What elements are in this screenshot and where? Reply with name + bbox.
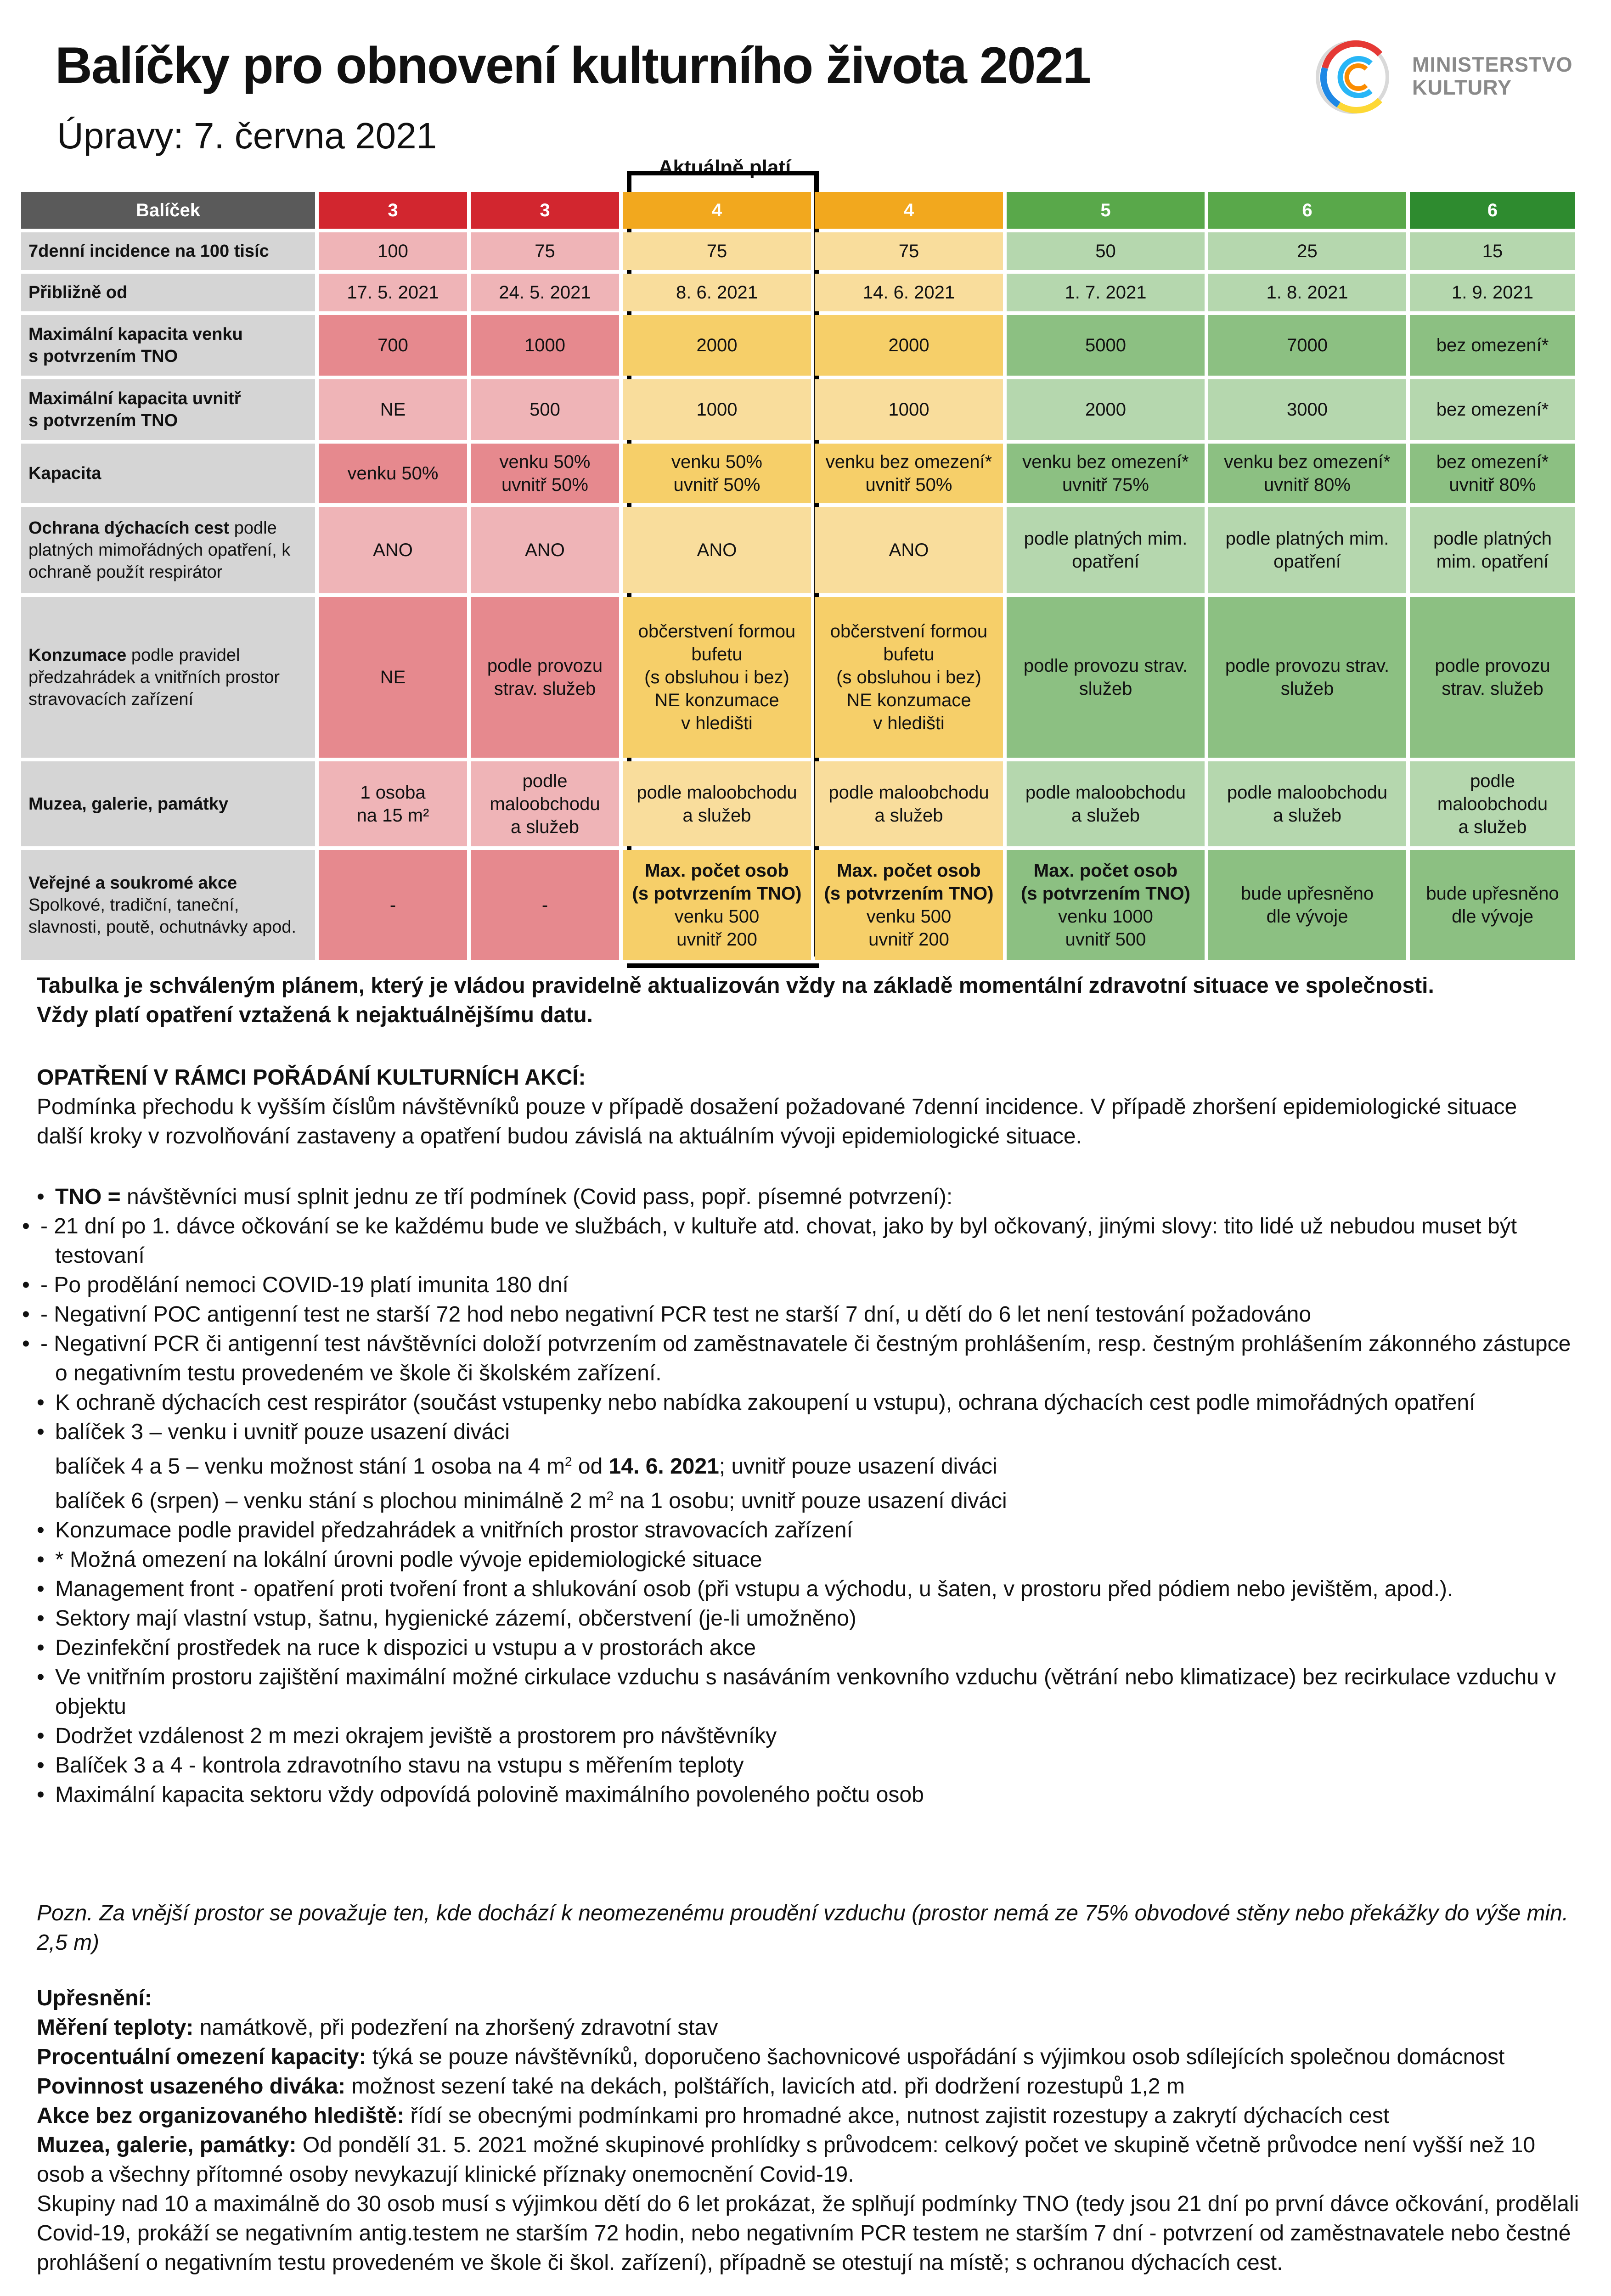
table-cell: podle maloobchodu a služeb xyxy=(1208,761,1406,846)
table-cell: 2000 xyxy=(1007,379,1205,440)
list-item: • Dezinfekční prostředek na ruce k dispozici u vstupu a v prostorách akce xyxy=(37,1633,1589,1663)
clarification-final: Skupiny nad 10 a maximálně do 30 osob musí s výjimkou dětí do 6 let prokázat, že splňují podmínky TNO (tedy jsou 21 dní po první dávce očkování, prodělali Covid-19, prokáží se negativním antig.testem ne starším 72 hodin, nebo negativním PCR testem ne starším 7 dní - potvrzení od zaměstnavatele nebo čestné prohlášení o negativním testu provedeném ve škole či škol. zařízení), případně se otestují na místě; s ochranou dýchacích cest. xyxy=(37,2192,1579,2275)
list-item: • Balíček 3 a 4 - kontrola zdravotního stavu na vstupu s měřením teploty xyxy=(37,1751,1589,1780)
measures-paragraph: další kroky v rozvolňování zastaveny a opatření budou závislá na aktuálním vývoji epidemiologické situace. xyxy=(37,1124,1082,1148)
table-cell: bez omezení* uvnitř 80% xyxy=(1410,444,1575,503)
outdoor-note: Pozn. Za vnější prostor se považuje ten, kde dochází k neomezenému proudění vzduchu (prostor nemá ze 75% obvodové stěny nebo překážky do výše min. 2,5 m) xyxy=(37,1901,1569,1955)
logo-line-2: KULTURY xyxy=(1412,76,1512,99)
table-cell: - xyxy=(471,850,619,960)
table-cell: podle maloobchodu a služeb xyxy=(815,761,1003,846)
table-cell: 14. 6. 2021 xyxy=(815,274,1003,311)
table-row xyxy=(21,507,1575,593)
page-title: Balíčky pro obnovení kulturního života 2021 xyxy=(55,37,1091,94)
list-item: • K ochraně dýchacích cest respirátor (součást vstupenky nebo nabídka zakoupení u vstupu), ochrana dýchacích cest podle mimořádných opatření xyxy=(37,1388,1589,1418)
table-cell: 1000 xyxy=(623,379,811,440)
package-header: 5 xyxy=(1007,192,1205,229)
package-header: 6 xyxy=(1208,192,1406,229)
table-cell: Max. počet osob (s potvrzením TNO) venku 1000 uvnitř 500 xyxy=(1007,850,1205,960)
table-row xyxy=(21,274,1575,311)
table-cell: 1. 7. 2021 xyxy=(1007,274,1205,311)
logo-ring-icon xyxy=(1311,36,1403,118)
table-cell: podle platných mim. opatření xyxy=(1410,507,1575,593)
row-label: Přibližně od xyxy=(21,274,315,311)
table-cell: ANO xyxy=(471,507,619,593)
table-cell: 1000 xyxy=(815,379,1003,440)
table-cell: 75 xyxy=(815,232,1003,270)
table-cell: 5000 xyxy=(1007,315,1205,376)
table-cell: podle platných mim. opatření xyxy=(1208,507,1406,593)
table-cell: 700 xyxy=(319,315,467,376)
table-cell: NE xyxy=(319,597,467,758)
table-cell: 1000 xyxy=(471,315,619,376)
package-header: 3 xyxy=(319,192,467,229)
logo-text xyxy=(1412,53,1573,99)
table-cell: podle maloobchodu a služeb xyxy=(1007,761,1205,846)
table-cell: 3000 xyxy=(1208,379,1406,440)
table-cell: - xyxy=(319,850,467,960)
current-package-label: Aktuálně platí xyxy=(658,156,791,179)
plan-note-line: Tabulka je schváleným plánem, který je vládou pravidelně aktualizován vždy na základě momentální zdravotní situace ve společnosti. xyxy=(37,974,1434,998)
table-cell: 500 xyxy=(471,379,619,440)
list-item: • - Negativní PCR či antigenní test návštěvníci doloží potvrzením od zaměstnavatele či čestným prohlášením, resp. čestným prohlášením zákonného zástupce o negativním testu provedeném ve škole či školském zařízení. xyxy=(37,1329,1589,1388)
package-header: 4 xyxy=(815,192,1003,229)
clarifications-section xyxy=(37,1984,1589,2278)
package-header: 3 xyxy=(471,192,619,229)
table-cell: podle provozu strav. služeb xyxy=(471,597,619,758)
table-cell: 2000 xyxy=(623,315,811,376)
table-row xyxy=(21,761,1575,846)
table-cell: 1 osoba na 15 m² xyxy=(319,761,467,846)
table-cell: Max. počet osob (s potvrzením TNO) venku 500 uvnitř 200 xyxy=(623,850,811,960)
row-label: Muzea, galerie, památky xyxy=(21,761,315,846)
ministry-logo xyxy=(1311,36,1573,118)
list-item: • - 21 dní po 1. dávce očkování se ke každému bude ve službách, v kultuře atd. chovat, jako by byl očkovaný, jinými slovy: tito lidé už nebudou muset být testovaní xyxy=(37,1212,1589,1271)
table-cell: bez omezení* xyxy=(1410,379,1575,440)
row-label: Kapacita xyxy=(21,444,315,503)
table-header-row xyxy=(21,192,1575,229)
table-cell: 25 xyxy=(1208,232,1406,270)
measures-section xyxy=(37,1063,1589,1151)
table-cell: 8. 6. 2021 xyxy=(623,274,811,311)
table-cell: Max. počet osob (s potvrzením TNO) venku 500 uvnitř 200 xyxy=(815,850,1003,960)
row-label: Maximální kapacita uvnitř s potvrzením TNO xyxy=(21,379,315,440)
measures-list xyxy=(37,1182,1589,1810)
table-cell: podle provozu strav. služeb xyxy=(1007,597,1205,758)
list-item: • Maximální kapacita sektoru vždy odpovídá polovině maximálního povoleného počtu osob xyxy=(37,1780,1589,1810)
table-row xyxy=(21,232,1575,270)
table-cell: 2000 xyxy=(815,315,1003,376)
table-cell: venku bez omezení* uvnitř 80% xyxy=(1208,444,1406,503)
list-item: • * Možná omezení na lokální úrovni podle vývoje epidemiologické situace xyxy=(37,1545,1589,1575)
table-cell: 24. 5. 2021 xyxy=(471,274,619,311)
logo-line-1: MINISTERSTVO xyxy=(1412,53,1573,76)
table-cell: bude upřesněno dle vývoje xyxy=(1208,850,1406,960)
table-cell: NE xyxy=(319,379,467,440)
clarification-item: Akce bez organizovaného hlediště: řídí se obecnými podmínkami pro hromadné akce, nutnost zajistit rozestupy a zakrytí dýchacích cest xyxy=(37,2104,1390,2128)
list-item: • Ve vnitřním prostoru zajištění maximální možné cirkulace vzduchu s nasáváním venkovního vzduchu (větrání nebo klimatizace) bez recirkulace vzduchu v objektu xyxy=(37,1663,1589,1722)
package-header: 6 xyxy=(1410,192,1575,229)
list-item: • TNO = návštěvníci musí splnit jednu ze tří podmínek (Covid pass, popř. písemné potvrzení): xyxy=(37,1182,1589,1212)
table-cell: venku 50% xyxy=(319,444,467,503)
clarification-item: Procentuální omezení kapacity: týká se pouze návštěvníků, doporučeno šachovnicové uspořádání s výjimkou osob sdílejících společnou domácnost xyxy=(37,2045,1505,2069)
table-cell: 75 xyxy=(623,232,811,270)
package-header: 4 xyxy=(623,192,811,229)
row-label: Ochrana dýchacích cest podle platných mimořádných opatření, k ochraně použít respirátor xyxy=(21,507,315,593)
clarification-item: Měření teploty: namátkově, při podezření na zhoršený zdravotní stav xyxy=(37,2015,718,2040)
table-cell: podle maloobchodu a služeb xyxy=(1410,761,1575,846)
table-cell: 7000 xyxy=(1208,315,1406,376)
table-cell: podle platných mim. opatření xyxy=(1007,507,1205,593)
table-cell: venku 50% uvnitř 50% xyxy=(623,444,811,503)
table-cell: ANO xyxy=(815,507,1003,593)
row-label: Maximální kapacita venku s potvrzením TNO xyxy=(21,315,315,376)
clarification-item: Muzea, galerie, památky: Od pondělí 31. 5. 2021 možné skupinové prohlídky s průvodcem: celkový počet ve skupině včetně průvodce není vyšší než 10 osob a všechny přítomné osoby nevykazují klinické příznaky onemocnění Covid-19. xyxy=(37,2133,1536,2187)
list-item: • - Negativní POC antigenní test ne starší 72 hod nebo negativní PCR test ne starší 7 dní, u dětí do 6 let není testování požadováno xyxy=(37,1300,1589,1329)
row-label: Konzumace podle pravidel předzahrádek a vnitřních prostor stravovacích zařízení xyxy=(21,597,315,758)
list-item: • balíček 3 – venku i uvnitř pouze usazení diváci balíček 4 a 5 – venku možnost stání 1 osoba na 4 $m^2$ od 14. 6. 2021; uvnitř pouze usazení diváci balíček 6 (srpen) – venku stání s plochou minimálně 2 $m^2$ na 1 osobu; uvnitř pouze usazení diváci xyxy=(37,1418,1589,1516)
list-item: • Sektory mají vlastní vstup, šatnu, hygienické zázemí, občerstvení (je-li umožněno) xyxy=(37,1604,1589,1633)
plan-note xyxy=(37,971,1589,1030)
table-cell: 15 xyxy=(1410,232,1575,270)
list-item: • - Po prodělání nemoci COVID-19 platí imunita 180 dní xyxy=(37,1271,1589,1300)
table-cell: podle maloobchodu a služeb xyxy=(623,761,811,846)
table-cell: venku bez omezení* uvnitř 50% xyxy=(815,444,1003,503)
table-cell: ANO xyxy=(623,507,811,593)
table-cell: bez omezení* xyxy=(1410,315,1575,376)
plan-note-line: Vždy platí opatření vztažená k nejaktuálnějšímu datu. xyxy=(37,1003,593,1027)
table-cell: venku 50% uvnitř 50% xyxy=(471,444,619,503)
table-cell: 50 xyxy=(1007,232,1205,270)
clarifications-heading: Upřesnění: xyxy=(37,1986,152,2010)
table-cell: občerstvení formou bufetu (s obsluhou i bez) NE konzumace v hledišti xyxy=(623,597,811,758)
page-subtitle: Úpravy: 7. června 2021 xyxy=(57,115,437,156)
list-item: • Management front - opatření proti tvoření front a shlukování osob (při vstupu a východu, u šaten, v prostoru před pódiem nebo jevištěm, apod.). xyxy=(37,1575,1589,1604)
table-cell: ANO xyxy=(319,507,467,593)
table-row xyxy=(21,444,1575,503)
table-cell: 75 xyxy=(471,232,619,270)
table-cell: 1. 8. 2021 xyxy=(1208,274,1406,311)
table-cell: 17. 5. 2021 xyxy=(319,274,467,311)
row-label: Veřejné a soukromé akce Spolkové, tradiční, taneční, slavnosti, poutě, ochutnávky apod. xyxy=(21,850,315,960)
package-table xyxy=(17,188,1579,964)
measures-paragraph: Podmínka přechodu k vyšším číslům návštěvníků pouze v případě dosažení požadované 7denní incidence. V případě zhoršení epidemiologické situace xyxy=(37,1095,1517,1119)
header-label: Balíček xyxy=(21,192,315,229)
table-row xyxy=(21,850,1575,960)
table-cell: bude upřesněno dle vývoje xyxy=(1410,850,1575,960)
table-row xyxy=(21,315,1575,376)
table-cell: 1. 9. 2021 xyxy=(1410,274,1575,311)
row-label: 7denní incidence na 100 tisíc xyxy=(21,232,315,270)
clarification-item: Povinnost usazeného diváka: možnost sezení také na dekách, polštářích, lavicích atd. při dodržení rozestupů 1,2 m xyxy=(37,2074,1185,2099)
table-row xyxy=(21,597,1575,758)
measures-heading: OPATŘENÍ V RÁMCI POŘÁDÁNÍ KULTURNÍCH AKCÍ: xyxy=(37,1065,586,1090)
table-cell: venku bez omezení* uvnitř 75% xyxy=(1007,444,1205,503)
list-item: • Konzumace podle pravidel předzahrádek a vnitřních prostor stravovacích zařízení xyxy=(37,1516,1589,1545)
table-cell: podle provozu strav. služeb xyxy=(1208,597,1406,758)
table-cell: podle maloobchodu a služeb xyxy=(471,761,619,846)
table-cell: 100 xyxy=(319,232,467,270)
table-cell: občerstvení formou bufetu (s obsluhou i bez) NE konzumace v hledišti xyxy=(815,597,1003,758)
list-item: • Dodržet vzdálenost 2 m mezi okrajem jeviště a prostorem pro návštěvníky xyxy=(37,1722,1589,1751)
table-cell: podle provozu strav. služeb xyxy=(1410,597,1575,758)
table-row xyxy=(21,379,1575,440)
